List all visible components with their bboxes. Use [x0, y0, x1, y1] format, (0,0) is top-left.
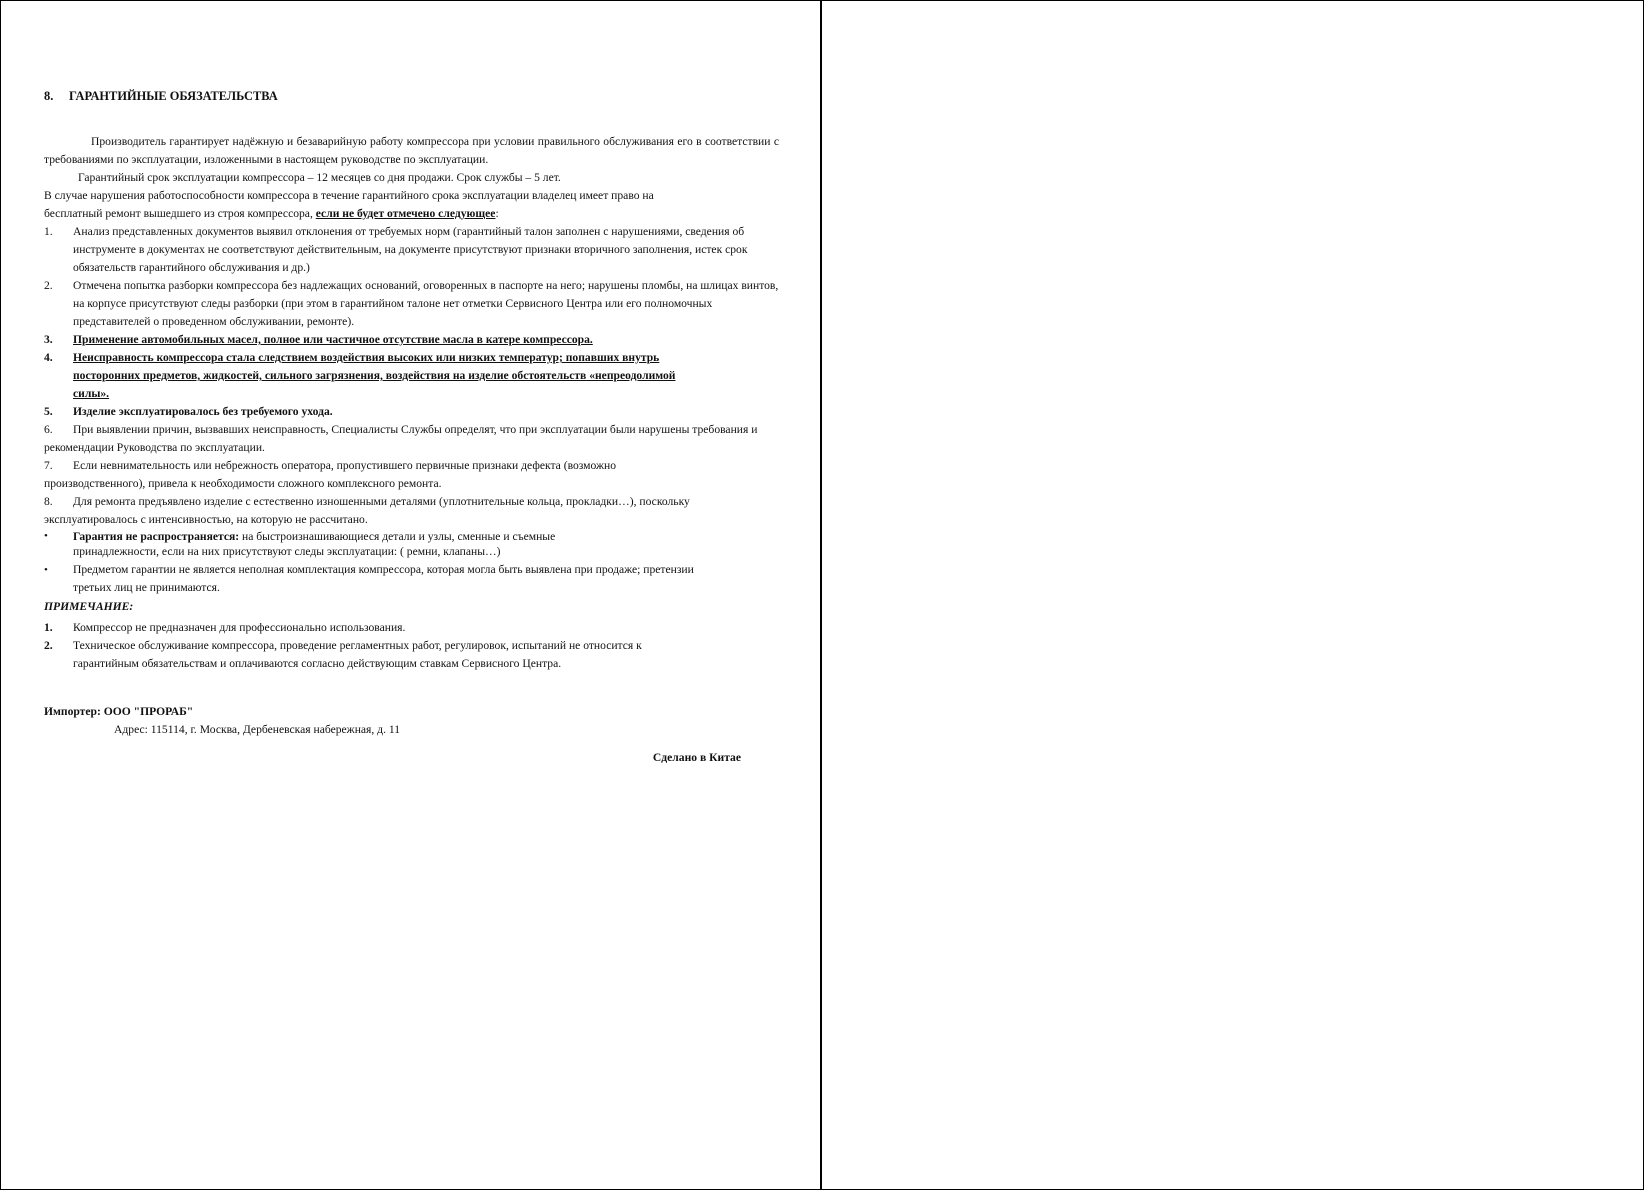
list-item-3	[44, 331, 779, 349]
list-item-1	[44, 223, 779, 277]
list-marker: 1.	[44, 225, 53, 238]
list-item-text: Применение автомобильных масел, полное или частичное отсутствие масла в катере компрессора.	[73, 333, 593, 346]
importer-address: Адрес: 115114, г. Москва, Дербеневская набережная, д. 11	[114, 723, 401, 736]
bullet-emphasis: Гарантия не распространяется:	[73, 530, 240, 543]
intro-paragraph: Производитель гарантирует надёжную и безаварийную работу компрессора при условии правильного обслуживания его в соответствии с требованиями по эксплуатации, изложенными в настоящем руководстве по эксплуатации.	[44, 135, 779, 166]
list-item-text: Изделие эксплуатировалось без требуемого ухода.	[73, 405, 333, 418]
bullet-marker: •	[44, 564, 48, 576]
list-item-text: При выявлении причин, вызвавших неисправность, Специалисты Службы определят, что при эксплуатации были нарушены требования и рекомендации Руководства по эксплуатации.	[44, 423, 758, 454]
list-marker: 2.	[44, 279, 53, 292]
list-item-4	[44, 349, 779, 403]
bullet-body: на быстроизнашивающиеся детали и узлы, сменные и съемные принадлежности, если на них присутствуют следы эксплуатации: ( ремни, клапаны…)	[73, 530, 556, 558]
importer-label: Импортер: ООО "ПРОРАБ"	[44, 705, 194, 718]
note-marker: 2.	[44, 639, 53, 652]
repair-line-2-text: бесплатный ремонт вышедшего из строя компрессора,	[44, 207, 316, 220]
repair-condition-emphasis: если не будет отмечено следующее	[315, 207, 496, 220]
note-item-1	[44, 619, 779, 637]
repair-line-1: В случае нарушения работоспособности компрессора в течение гарантийного срока эксплуатации владелец имеет право на	[44, 189, 654, 202]
section-number: 8.	[44, 89, 54, 103]
section-title: ГАРАНТИЙНЫЕ ОБЯЗАТЕЛЬСТВА	[69, 89, 278, 103]
list-marker: 6.	[44, 423, 53, 436]
list-item-7	[44, 457, 779, 493]
list-marker: 5.	[44, 405, 53, 418]
page-content	[44, 87, 779, 767]
list-item-5	[44, 403, 779, 421]
note-marker: 1.	[44, 621, 53, 634]
list-marker: 3.	[44, 333, 53, 346]
made-in-label: Сделано в Китае	[652, 751, 741, 764]
list-item-text: Анализ представленных документов выявил отклонения от требуемых норм (гарантийный талон заполнен с нарушениями, сведения об инструменте в документах не соответствуют действительным, на документе присутствуют признаки вторичного заполнения, истек срок обязательств гарантийного обслуживания и др.)	[73, 225, 748, 274]
bullet-text	[73, 529, 609, 559]
repair-line-2-colon: :	[495, 207, 499, 220]
bullet-text: Предметом гарантии не является неполная комплектация компрессора, которая могла быть выявлена при продаже; претензии третьих лиц не принимаются.	[73, 563, 694, 594]
list-marker: 8.	[44, 495, 53, 508]
note-text: Техническое обслуживание компрессора, проведение регламентных работ, регулировок, испытаний не относится к гарантийным обязательствам и оплачиваются согласно действующим ставкам Сервисного Центра.	[73, 639, 642, 670]
note-item-2	[44, 637, 779, 673]
section-heading	[44, 87, 779, 105]
list-item-text: Неисправность компрессора стала следствием воздействия высоких или низких температур; попавших внутрь посторонних предметов, жидкостей, сильного загрязнения, воздействия на изделие обстоятельств «непреодолимой силы».	[73, 351, 676, 400]
bullet-item-2	[44, 561, 779, 597]
list-item-text: Если невнимательность или небрежность оператора, пропустившего первичные признаки дефекта (возможно производственного), привела к необходимости сложного комплексного ремонта.	[44, 459, 617, 490]
document-page-right	[820, 0, 1644, 1190]
list-marker: 7.	[44, 459, 53, 472]
warranty-period: Гарантийный срок эксплуатации компрессора – 12 месяцев со дня продажи. Срок службы – 5 лет.	[78, 171, 561, 184]
list-item-6	[44, 421, 779, 457]
bullet-marker: •	[44, 530, 48, 542]
list-item-text: Для ремонта предъявлено изделие с естественно изношенными деталями (уплотнительные кольца, прокладки…), поскольку эксплуатировалось с интенсивностью, на которую не рассчитано.	[44, 495, 690, 526]
note-text: Компрессор не предназначен для профессионально использования.	[73, 621, 406, 634]
bullet-item-1	[44, 529, 779, 559]
list-marker: 4.	[44, 351, 53, 364]
note-title: ПРИМЕЧАНИЕ:	[44, 600, 134, 613]
document-page-left	[0, 0, 821, 1190]
repair-line-2	[44, 205, 779, 223]
list-item-8	[44, 493, 779, 529]
list-item-text: Отмечена попытка разборки компрессора без надлежащих оснований, оговоренных в паспорте на него; нарушены пломбы, на шлицах винтов, на корпусе присутствуют следы разборки (при этом в гарантийном талоне нет отметки Сервисного Центра или его полномочных представителей о проведенном обслуживании, ремонте).	[73, 279, 779, 328]
list-item-2	[44, 277, 779, 331]
